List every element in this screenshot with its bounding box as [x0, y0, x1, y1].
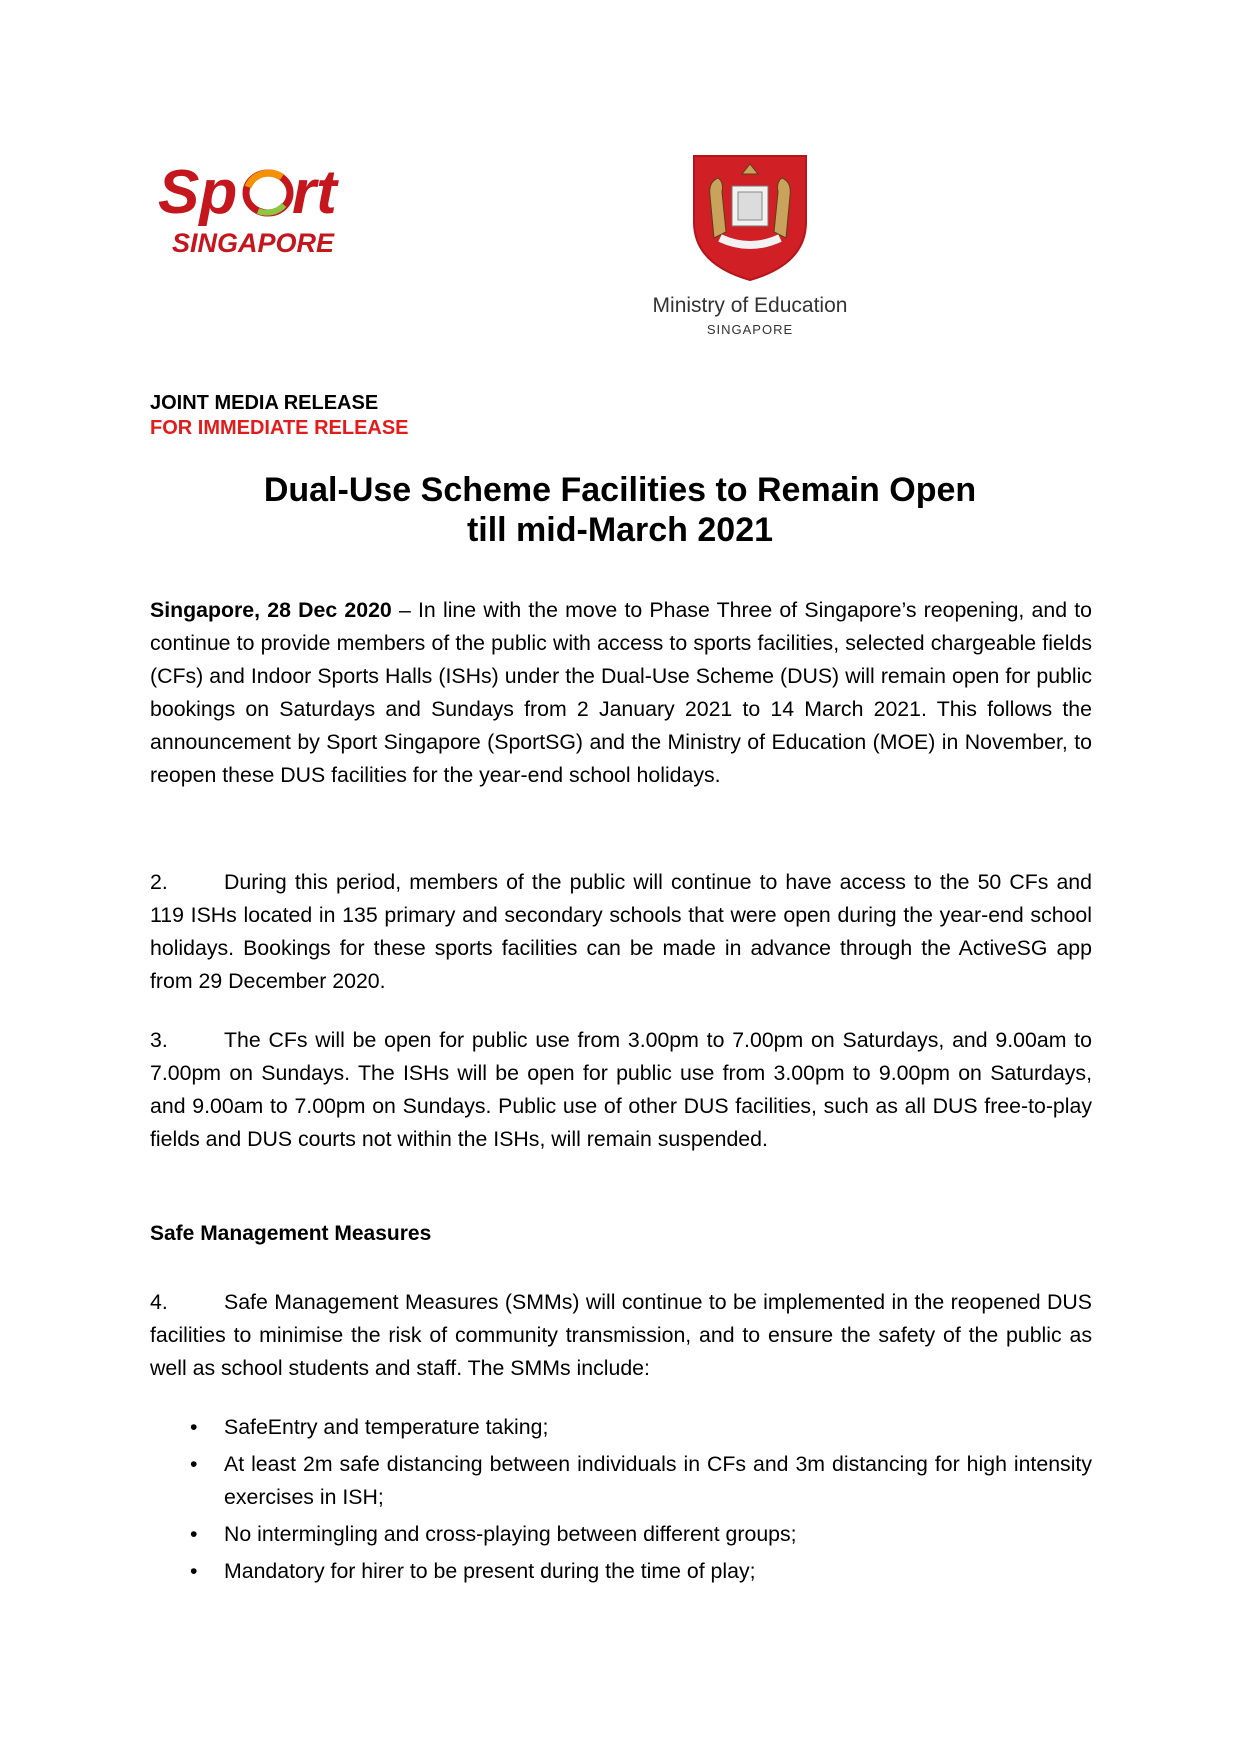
paragraph-3-text: The CFs will be open for public use from 3.00pm to 7.00pm on Saturdays, and 9.00am to 7.00pm on Sundays. The ISHs will be open for public use from 3.00pm to 9.00pm on Saturdays, and 9.00am to 7.00pm on Sundays. Public use of other DUS facilities, such as all DUS free-to-play fields and DUS courts not within the ISHs, will remain suspended. — [150, 1028, 1092, 1151]
moe-name: Ministry of Education — [652, 294, 848, 317]
paragraph-2 — [150, 866, 1092, 998]
moe-logo — [620, 152, 880, 347]
title-line-1: Dual-Use Scheme Facilities to Remain Open — [263, 471, 977, 509]
paragraph-4 — [150, 1286, 1092, 1385]
sport-singapore-logo — [158, 155, 373, 275]
smm-bullet-list — [150, 1411, 1092, 1592]
paragraph-4-number: 4. — [150, 1290, 168, 1314]
list-item: • At least 2m safe distancing between individuals in CFs and 3m distancing for high intensity exercises in ISH; — [150, 1448, 1092, 1514]
list-item: • SafeEntry and temperature taking; — [150, 1411, 1092, 1444]
immediate-release-label: FOR IMMEDIATE RELEASE — [150, 417, 409, 439]
list-item: • No intermingling and cross-playing between different groups; — [150, 1518, 1092, 1551]
bullet-icon: • — [190, 1415, 198, 1439]
svg-text:rt: rt — [292, 158, 337, 227]
section-heading: Safe Management Measures — [150, 1222, 432, 1245]
paragraph-1-text: – In line with the move to Phase Three of Singapore’s reopening, and to continue to provide members of the public with access to sports facilities, selected chargeable fields (CFs) and Indoor Sports Halls (ISHs) under the Dual-Use Scheme (DUS) will remain open for public bookings on Saturdays and Sundays from 2 January 2021 to 14 March 2021. This follows the announcement by Sport Singapore (SportSG) and the Ministry of Education (MOE) in November, to reopen these DUS facilities for the year-end school holidays. — [150, 598, 1093, 787]
paragraph-4-text: Safe Management Measures (SMMs) will continue to be implemented in the reopened DUS facilities to minimise the risk of community transmission, and to ensure the safety of the public as well as school students and staff. The SMMs include: — [150, 1290, 1092, 1380]
paragraph-1-lead: Singapore, 28 Dec 2020 — [150, 598, 392, 622]
paragraph-3-number: 3. — [150, 1028, 168, 1052]
paragraph-3 — [150, 1024, 1092, 1156]
paragraph-2-number: 2. — [150, 870, 168, 894]
paragraph-2-text: During this period, members of the public will continue to have access to the 50 CFs and 119 ISHs located in 135 primary and secondary schools that were open during the year-end school holidays. Bookings for these sports facilities can be made in advance through the ActiveSG app from 29 December 2020. — [150, 870, 1092, 993]
list-item: • Mandatory for hirer to be present during the time of play; — [150, 1555, 1092, 1588]
moe-crest-icon — [690, 152, 810, 282]
paragraph-1 — [150, 594, 1092, 792]
page-title — [150, 470, 1090, 550]
joint-media-release-label: JOINT MEDIA RELEASE — [150, 392, 379, 414]
bullet-icon: • — [190, 1559, 198, 1583]
sport-logo-subtext: SINGAPORE — [172, 228, 335, 258]
svg-text:Sp: Sp — [158, 158, 238, 227]
bullet-icon: • — [190, 1452, 198, 1476]
moe-country: SINGAPORE — [706, 322, 794, 337]
title-line-2: till mid-March 2021 — [466, 511, 774, 549]
bullet-icon: • — [190, 1522, 198, 1546]
